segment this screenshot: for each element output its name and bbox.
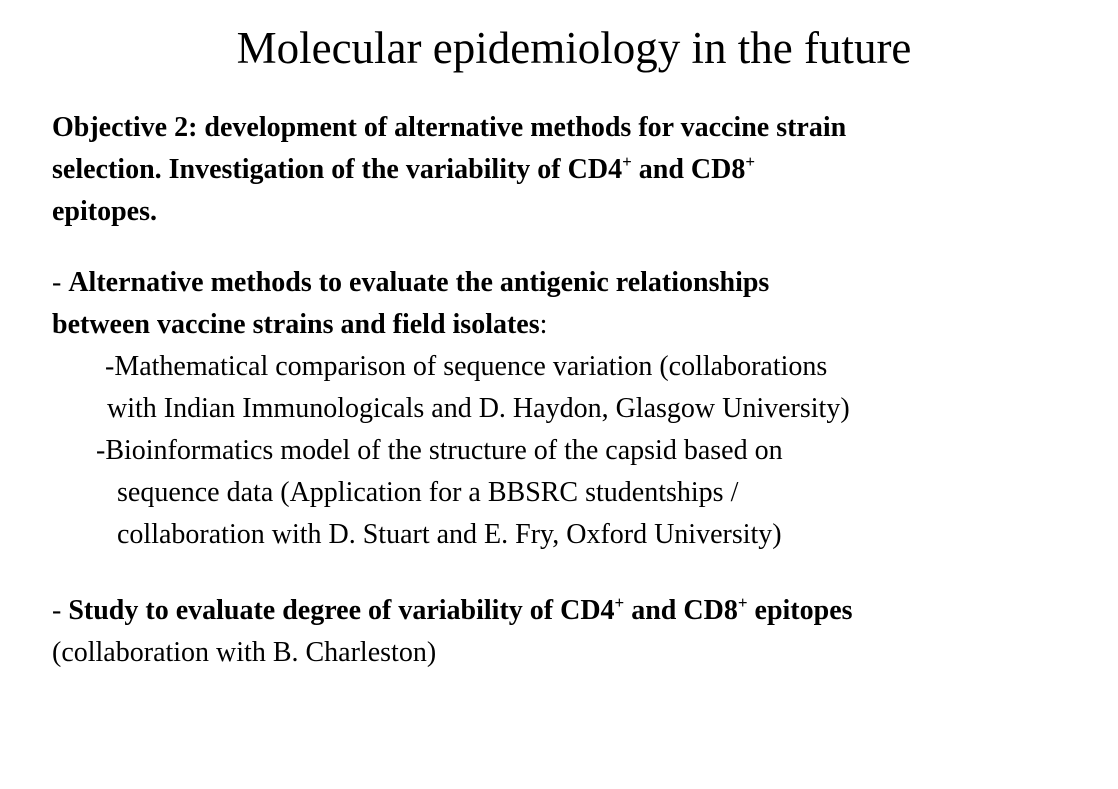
objective-line: epitopes. xyxy=(52,196,157,227)
alternative-methods-section xyxy=(52,262,1092,556)
objective-text: selection. Investigation of the variability of CD4 xyxy=(52,154,623,185)
superscript-plus: + xyxy=(745,152,756,171)
alternative-heading-line xyxy=(52,304,1092,346)
sub-bullet-line: -Bioinformatics model of the structure of the capsid based on xyxy=(96,435,783,466)
alternative-heading-text: Alternative methods to evaluate the antigenic relationships xyxy=(68,267,770,298)
study-heading-text: epitopes xyxy=(747,595,853,626)
sub-bullet-line: -Mathematical comparison of sequence variation (collaborations xyxy=(105,351,828,382)
alternative-heading-text: between vaccine strains and field isolates xyxy=(52,309,540,340)
study-line: (collaboration with B. Charleston) xyxy=(52,637,437,668)
objective-line: Objective 2: development of alternative methods for vaccine strain xyxy=(52,112,847,143)
objective-paragraph xyxy=(52,107,1092,233)
slide-title: Molecular epidemiology in the future xyxy=(236,23,912,73)
study-heading-text: Study to evaluate degree of variability of CD4 xyxy=(68,595,615,626)
alternative-heading-line xyxy=(52,262,1092,304)
bullet-dash: - xyxy=(52,595,69,626)
objective-text: and CD8 xyxy=(631,154,746,185)
study-heading-line xyxy=(52,590,1092,632)
study-heading-text: and CD8 xyxy=(624,595,738,626)
superscript-plus: + xyxy=(737,593,748,612)
superscript-plus: + xyxy=(614,593,625,612)
sub-bullet-line: with Indian Immunologicals and D. Haydon, Glasgow University) xyxy=(107,393,850,424)
sub-bullet-line: collaboration with D. Stuart and E. Fry, Oxford University) xyxy=(117,519,782,550)
study-section xyxy=(52,590,1092,674)
bullet-dash: - xyxy=(52,267,69,298)
sub-bullet-line: sequence data (Application for a BBSRC studentships / xyxy=(117,477,739,508)
superscript-plus: + xyxy=(622,152,632,171)
objective-line xyxy=(52,149,1092,191)
heading-colon: : xyxy=(539,309,548,340)
